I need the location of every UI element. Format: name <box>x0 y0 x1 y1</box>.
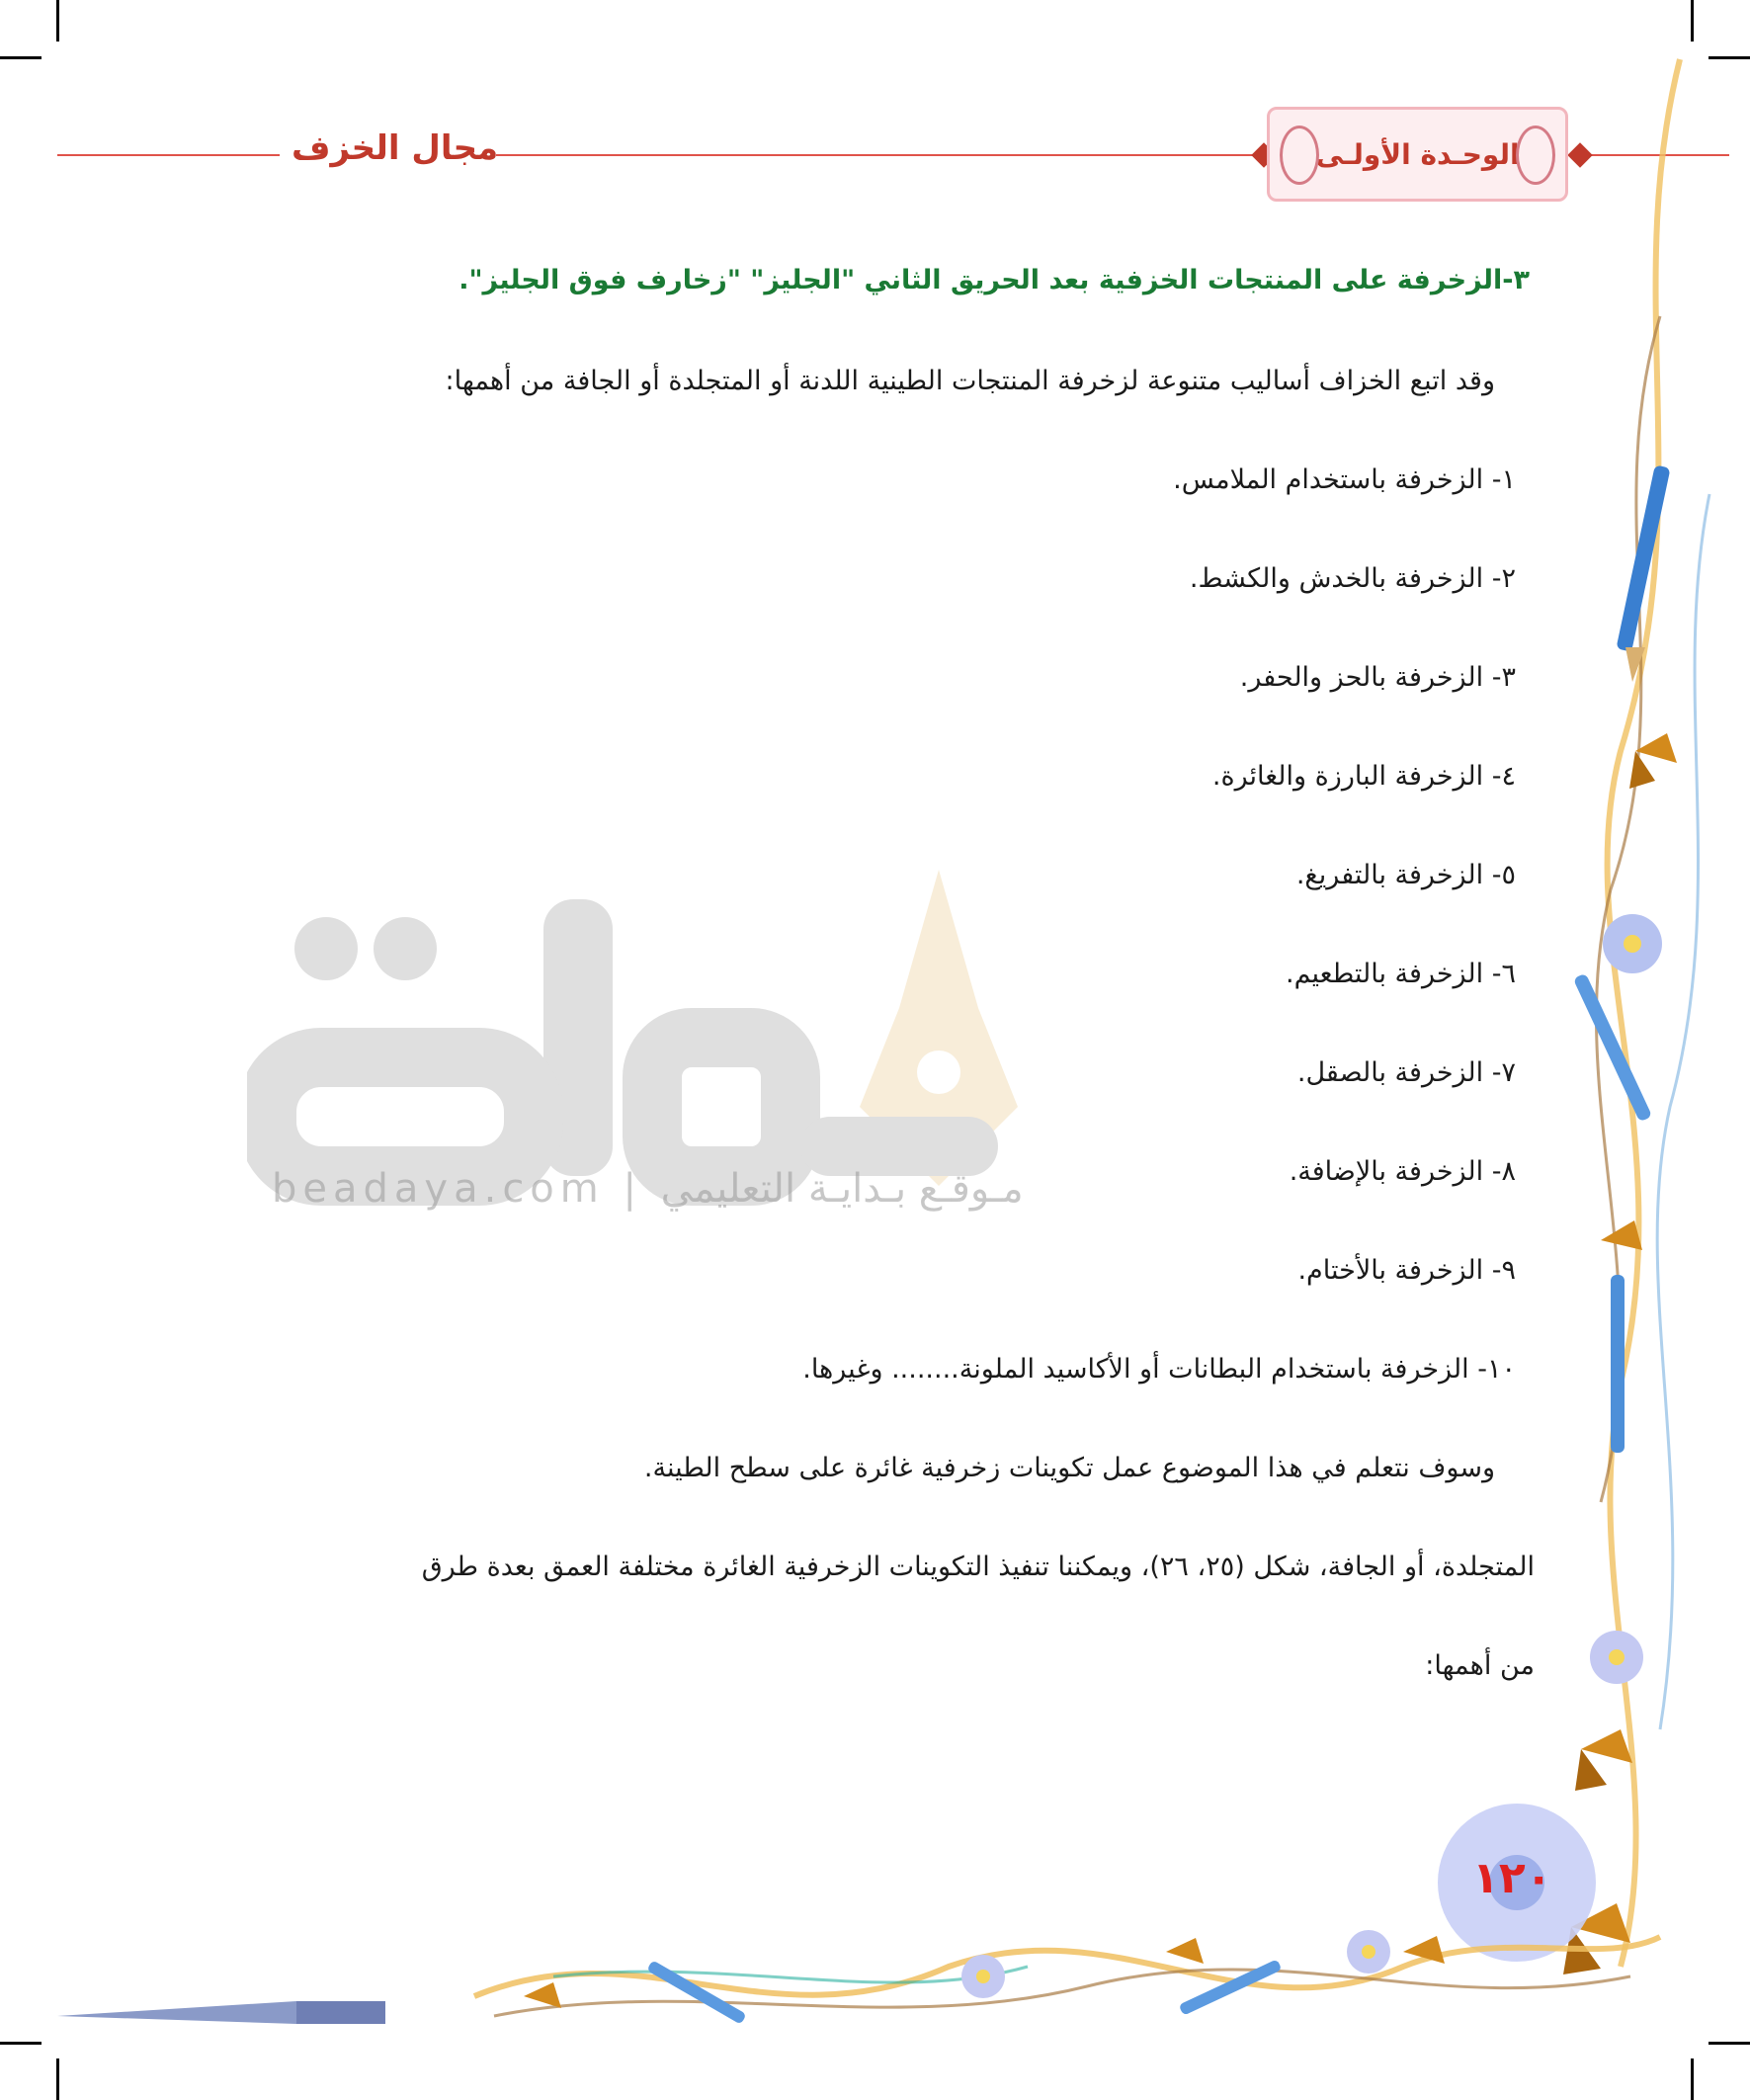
list-item: ١- الزخرفة باستخدام الملامس. <box>1173 464 1516 495</box>
pen-icon <box>1616 464 1670 682</box>
paragraph-three: من أهمها: <box>1425 1650 1535 1681</box>
section-heading: ٣-الزخرفة على المنتجات الخزفية بعد الحريق الثاني "الجليز" "زخارف فوق الجليز". <box>458 265 1530 295</box>
intro-paragraph: وقد اتبع الخزاف أساليب متنوعة لزخرفة المنتجات الطينية اللدنة أو المتجلدة أو الجافة من أهمها: <box>445 366 1495 396</box>
paragraph-one: وسوف نتعلم في هذا الموضوع عمل تكوينات زخرفية غائرة على سطح الطينة. <box>643 1453 1495 1483</box>
list-item: ٨- الزخرفة بالإضافة. <box>1289 1156 1516 1187</box>
list-item: ٧- الزخرفة بالصقل. <box>1296 1057 1516 1088</box>
list-item: ٩- الزخرفة بالأختام. <box>1297 1255 1516 1286</box>
unit-title: الوحـدة الأولـى <box>1315 137 1520 171</box>
list-item: ١٠- الزخرفة باستخدام البطانات أو الأكاسيد الملونة........ وغيرها. <box>802 1354 1516 1385</box>
list-item: ٤- الزخرفة البارزة والغائرة. <box>1211 761 1516 792</box>
watermark-caption: beadaya.com | مـوقـع بـدايـة التعليمي <box>272 1166 1024 1212</box>
paragraph-two: المتجلدة، أو الجافة، شكل (٢٥، ٢٦)، ويمكننا تنفيذ التكوينات الزخرفية الغائرة مختلفة العمق بعدة طرق <box>421 1552 1535 1582</box>
field-title: مجال الخزف <box>292 128 499 168</box>
list-item: ٢- الزخرفة بالخدش والكشط. <box>1189 563 1516 594</box>
list-item: ٣- الزخرفة بالحز والحفر. <box>1239 662 1516 693</box>
page-number: ١٢٠ <box>1472 1853 1552 1903</box>
list-item: ٦- الزخرفة بالتطعيم. <box>1285 959 1516 989</box>
list-item: ٥- الزخرفة بالتفريغ. <box>1295 860 1516 890</box>
